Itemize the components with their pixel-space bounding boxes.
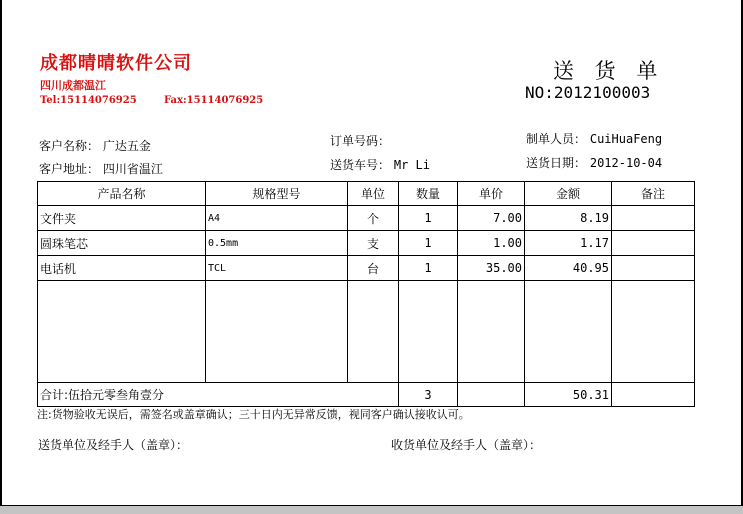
customer-address-field [39,160,163,177]
cell-product: 文件夹 [38,206,206,231]
table-header-row [38,182,695,206]
cell-spec: A4 [206,206,348,231]
cell-remark [612,256,695,281]
cell-unit: 个 [348,206,399,231]
date-label: 送货日期： [526,156,587,170]
col-header-spec: 规格型号 [206,182,348,206]
company-address: 四川成都温江 [40,79,106,92]
order-no-field [330,132,390,149]
total-label: 合计:伍拾元零叁角壹分 [38,383,206,407]
customer-address-value: 四川省温江 [102,162,163,176]
date-field [526,154,662,171]
cell-remark [612,231,695,256]
table-row [38,206,695,231]
receiver-signature-label: 收货单位及经手人（盖章）： [391,438,542,452]
maker-field [526,130,662,147]
document-number: NO:2012100003 [525,83,651,102]
vehicle-field [330,156,430,173]
sender-signature-label: 送货单位及经手人（盖章）： [38,438,189,452]
cell-qty: 1 [399,231,458,256]
company-name: 成都晴晴软件公司 [40,53,192,74]
col-header-amount: 金额 [525,182,612,206]
table-row [38,256,695,281]
items-table [37,181,695,407]
window-bottom-bar [0,505,743,514]
cell-unit: 台 [348,256,399,281]
cell-unit: 支 [348,231,399,256]
cell-amount: 1.17 [525,231,612,256]
cell-price: 7.00 [458,206,525,231]
date-value: 2012-10-04 [589,156,663,170]
order-no-label: 订单号码： [330,134,391,148]
window-left-border [0,0,2,514]
col-header-remark: 备注 [612,182,695,206]
col-header-product: 产品名称 [38,182,206,206]
table-total-row [38,383,695,407]
col-header-price: 单价 [458,182,525,206]
maker-value: CuiHuaFeng [589,132,663,146]
cell-spec: 0.5mm [206,231,348,256]
table-row [38,231,695,256]
vehicle-label: 送货车号： [330,158,391,172]
customer-name-label: 客户名称： [39,139,100,153]
company-fax: Fax:15114076925 [164,95,264,106]
cell-qty: 1 [399,206,458,231]
document-title: 送 货 单 [553,59,665,83]
table-empty-row [38,281,695,383]
cell-amount: 40.95 [525,256,612,281]
total-qty: 3 [399,383,458,407]
maker-label: 制单人员： [526,132,587,146]
company-tel: Tel:15114076925 [40,95,137,106]
vehicle-value: Mr Li [393,158,430,172]
customer-name-field [39,137,151,154]
cell-amount: 8.19 [525,206,612,231]
cell-remark [612,206,695,231]
cell-product: 电话机 [38,256,206,281]
cell-spec: TCL [206,256,348,281]
cell-price: 35.00 [458,256,525,281]
customer-name-value: 广达五金 [102,139,151,153]
col-header-unit: 单位 [348,182,399,206]
customer-address-label: 客户地址： [39,162,100,176]
total-amount: 50.31 [525,383,612,407]
col-header-qty: 数量 [399,182,458,206]
cell-price: 1.00 [458,231,525,256]
cell-product: 圆珠笔芯 [38,231,206,256]
footer-note: 注:货物验收无误后，需签名或盖章确认；三十日内无异常反馈，视同客户确认接收认可。 [37,408,470,421]
cell-qty: 1 [399,256,458,281]
